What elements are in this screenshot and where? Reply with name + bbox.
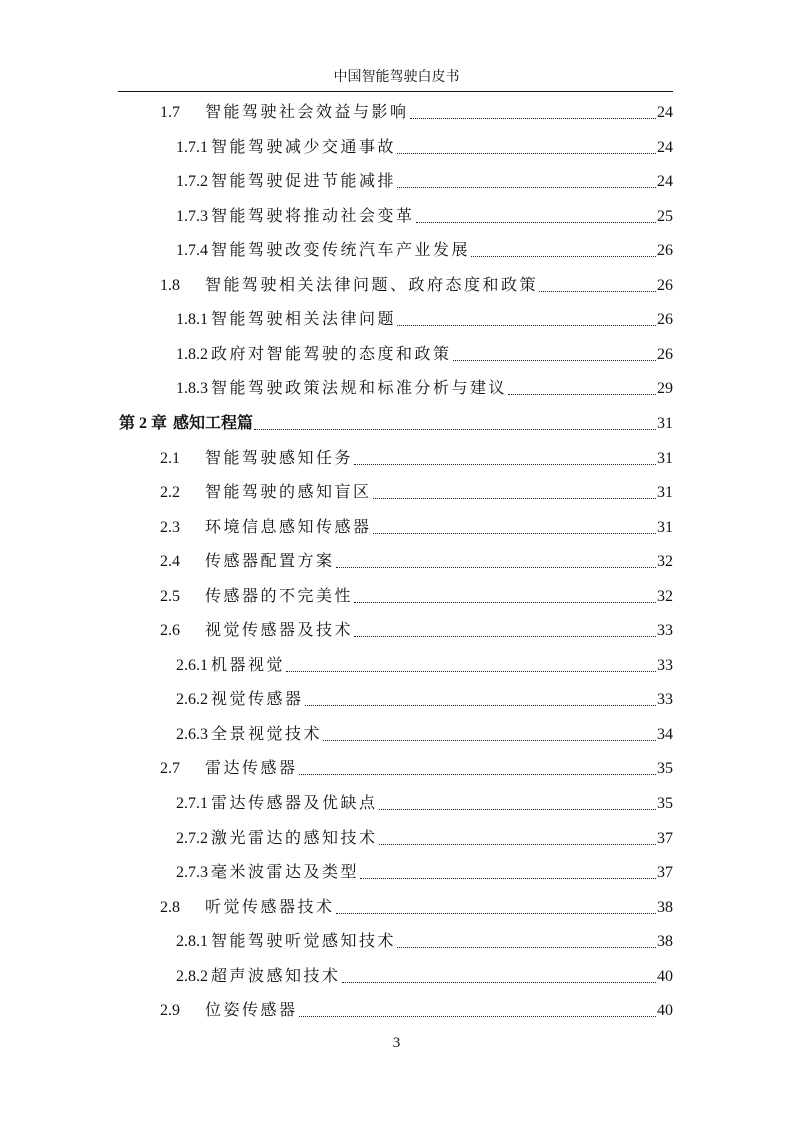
toc-entry-page: 29 <box>657 380 673 398</box>
toc-entry-page: 31 <box>657 449 673 467</box>
toc-entry-number: 2.2 <box>160 484 180 502</box>
toc-entry-page: 33 <box>657 656 673 674</box>
toc-entry-title: 智能驾驶社会效益与影响 <box>205 104 409 121</box>
toc-entry-title: 智能驾驶政策法规和标准分析与建议 <box>211 380 508 398</box>
toc-entry-title: 位姿传感器 <box>205 1002 298 1020</box>
toc-entry-number: 1.8.1 <box>176 311 208 329</box>
toc-entry-title: 智能驾驶减少交通事故 <box>211 138 397 156</box>
toc-entry-title: 政府对智能驾驶的态度和政策 <box>211 345 452 363</box>
toc-entry-number: 2.8.1 <box>176 933 208 951</box>
toc-entry-title: 视觉传感器及技术 <box>205 622 354 640</box>
toc-entry-title: 传感器的不完美性 <box>205 587 354 605</box>
toc-entry-page: 34 <box>657 725 673 743</box>
toc-leader-dots <box>373 533 656 534</box>
toc-entry-title: 视觉传感器 <box>211 691 304 709</box>
toc-entry-title: 智能驾驶的感知盲区 <box>205 484 372 502</box>
toc-entry-page: 31 <box>657 414 673 432</box>
toc-entry-page: 37 <box>657 864 673 882</box>
toc-entry[interactable] <box>160 97 673 123</box>
toc-entry-page: 32 <box>657 587 673 605</box>
toc-entry[interactable] <box>176 857 673 883</box>
toc-entry-title: 智能驾驶相关法律问题、政府态度和政策 <box>205 276 539 294</box>
toc-entry[interactable] <box>160 443 673 469</box>
toc-entry[interactable] <box>176 823 673 849</box>
toc-entry-number: 1.7.4 <box>176 242 208 260</box>
toc-entry[interactable] <box>160 892 673 918</box>
toc-entry-number: 1.7.1 <box>176 138 208 156</box>
toc-leader-dots <box>539 291 656 292</box>
toc-entry-page: 26 <box>657 276 673 294</box>
toc-entry-page: 33 <box>657 622 673 640</box>
toc-entry[interactable] <box>160 477 673 503</box>
toc-entry-page: 35 <box>657 760 673 778</box>
page-number: 3 <box>392 1035 401 1051</box>
toc-leader-dots <box>354 464 656 465</box>
toc-entry-number: 第 2 章 <box>119 414 168 432</box>
running-header: 中国智能驾驶白皮书 <box>333 70 460 85</box>
toc-entry-number: 2.4 <box>160 553 180 571</box>
toc-entry-page: 40 <box>657 1002 673 1020</box>
toc-leader-dots <box>508 394 656 395</box>
toc-entry-number: 1.8 <box>160 276 180 294</box>
toc-entry-number: 1.8.3 <box>176 380 208 398</box>
toc-entry-page: 37 <box>657 829 673 847</box>
toc-entry[interactable] <box>160 995 673 1021</box>
toc-leader-dots <box>299 1016 656 1017</box>
toc-entry-title: 激光雷达的感知技术 <box>211 829 378 847</box>
toc-leader-dots <box>397 153 656 154</box>
toc-entry-title: 智能驾驶相关法律问题 <box>211 311 397 329</box>
toc-entry-page: 24 <box>657 104 673 121</box>
toc-leader-dots <box>286 671 656 672</box>
toc-entry[interactable] <box>160 753 673 779</box>
toc-entry-page: 26 <box>657 242 673 260</box>
toc-entry-page: 40 <box>657 967 673 985</box>
toc-entry[interactable] <box>176 235 673 261</box>
toc-entry-page: 25 <box>657 207 673 225</box>
toc-leader-dots <box>397 187 656 188</box>
toc-entry-number: 2.6.2 <box>176 691 208 709</box>
toc-entry-number: 2.8 <box>160 898 180 916</box>
toc-entry-number: 1.7 <box>160 104 180 121</box>
toc-entry-title: 智能驾驶将推动社会变革 <box>211 207 415 225</box>
toc-leader-dots <box>397 325 656 326</box>
toc-entry-title: 传感器配置方案 <box>205 553 335 571</box>
toc-entry-page: 31 <box>657 518 673 536</box>
header-rule <box>118 91 673 92</box>
toc-entry-title: 智能驾驶改变传统汽车产业发展 <box>211 242 471 260</box>
toc-leader-dots <box>360 878 656 879</box>
toc-entry-number: 2.7 <box>160 760 180 778</box>
toc-leader-dots <box>254 429 656 430</box>
toc-chapter-entry[interactable] <box>119 408 673 434</box>
toc-entry-page: 33 <box>657 691 673 709</box>
toc-entry-page: 24 <box>657 138 673 156</box>
toc-entry[interactable] <box>176 132 673 158</box>
toc-leader-dots <box>379 809 656 810</box>
toc-leader-dots <box>305 705 656 706</box>
toc-entry[interactable] <box>176 373 673 399</box>
toc-leader-dots <box>453 360 656 361</box>
toc-entry-number: 2.5 <box>160 587 180 605</box>
toc-leader-dots <box>336 913 656 914</box>
toc-entry-number: 2.8.2 <box>176 967 208 985</box>
toc-entry-page: 32 <box>657 553 673 571</box>
toc-entry-number: 2.1 <box>160 449 180 467</box>
toc-entry-number: 2.7.1 <box>176 795 208 812</box>
toc-entry-title: 感知工程篇 <box>173 414 254 432</box>
toc-entry-title: 雷达传感器 <box>205 760 298 778</box>
toc-leader-dots <box>373 498 656 499</box>
toc-entry[interactable] <box>160 581 673 607</box>
toc-entry-title: 智能驾驶听觉感知技术 <box>211 933 397 951</box>
toc-entry-title: 超声波感知技术 <box>211 967 341 985</box>
toc-entry-title: 机器视觉 <box>211 656 286 674</box>
toc-entry-title: 听觉传感器技术 <box>205 898 335 916</box>
toc-entry[interactable] <box>160 512 673 538</box>
toc-entry-number: 2.6 <box>160 622 180 640</box>
toc-leader-dots <box>397 947 656 948</box>
toc-leader-dots <box>410 118 656 119</box>
toc-leader-dots <box>379 844 656 845</box>
toc-entry-page: 31 <box>657 484 673 502</box>
toc-entry[interactable] <box>176 684 673 710</box>
toc-entry-number: 2.6.1 <box>176 656 208 674</box>
toc-entry-title: 雷达传感器及优缺点 <box>211 795 378 812</box>
toc-leader-dots <box>336 567 656 568</box>
toc-entry[interactable] <box>160 546 673 572</box>
toc-entry-number: 1.7.3 <box>176 207 208 225</box>
toc-leader-dots <box>354 602 656 603</box>
toc-entry-page: 38 <box>657 898 673 916</box>
toc-leader-dots <box>299 774 656 775</box>
toc-leader-dots <box>416 222 656 223</box>
toc-entry-number: 2.9 <box>160 1002 180 1020</box>
toc-entry-title: 全景视觉技术 <box>211 725 323 743</box>
toc-entry-title: 智能驾驶促进节能减排 <box>211 173 397 191</box>
toc-entry-number: 2.7.3 <box>176 864 208 882</box>
toc-entry-page: 26 <box>657 311 673 329</box>
toc-entry[interactable] <box>176 304 673 330</box>
toc-entry-title: 环境信息感知传感器 <box>205 518 372 536</box>
toc-entry[interactable] <box>160 615 673 641</box>
toc-entry-page: 24 <box>657 173 673 191</box>
toc-entry[interactable] <box>176 650 673 676</box>
toc-entry[interactable] <box>176 339 673 365</box>
toc-entry-page: 35 <box>657 795 673 812</box>
toc-leader-dots <box>323 740 656 741</box>
toc-entry-number: 2.7.2 <box>176 829 208 847</box>
toc-leader-dots <box>342 982 656 983</box>
toc-entry-page: 38 <box>657 933 673 951</box>
toc-entry-number: 2.3 <box>160 518 180 536</box>
toc-entry-title: 智能驾驶感知任务 <box>205 449 354 467</box>
toc-entry[interactable] <box>176 961 673 987</box>
toc-entry-page: 26 <box>657 345 673 363</box>
toc-entry-number: 2.6.3 <box>176 725 208 743</box>
toc-entry[interactable] <box>176 926 673 952</box>
toc-entry[interactable] <box>176 201 673 227</box>
toc-leader-dots <box>471 256 656 257</box>
toc-entry[interactable] <box>176 166 673 192</box>
toc-leader-dots <box>354 636 656 637</box>
toc-entry[interactable] <box>160 270 673 296</box>
toc-entry-title: 毫米波雷达及类型 <box>211 864 360 882</box>
toc-entry-number: 1.8.2 <box>176 345 208 363</box>
toc-entry-number: 1.7.2 <box>176 173 208 191</box>
toc-entry[interactable] <box>176 719 673 745</box>
toc-entry[interactable] <box>176 788 673 814</box>
